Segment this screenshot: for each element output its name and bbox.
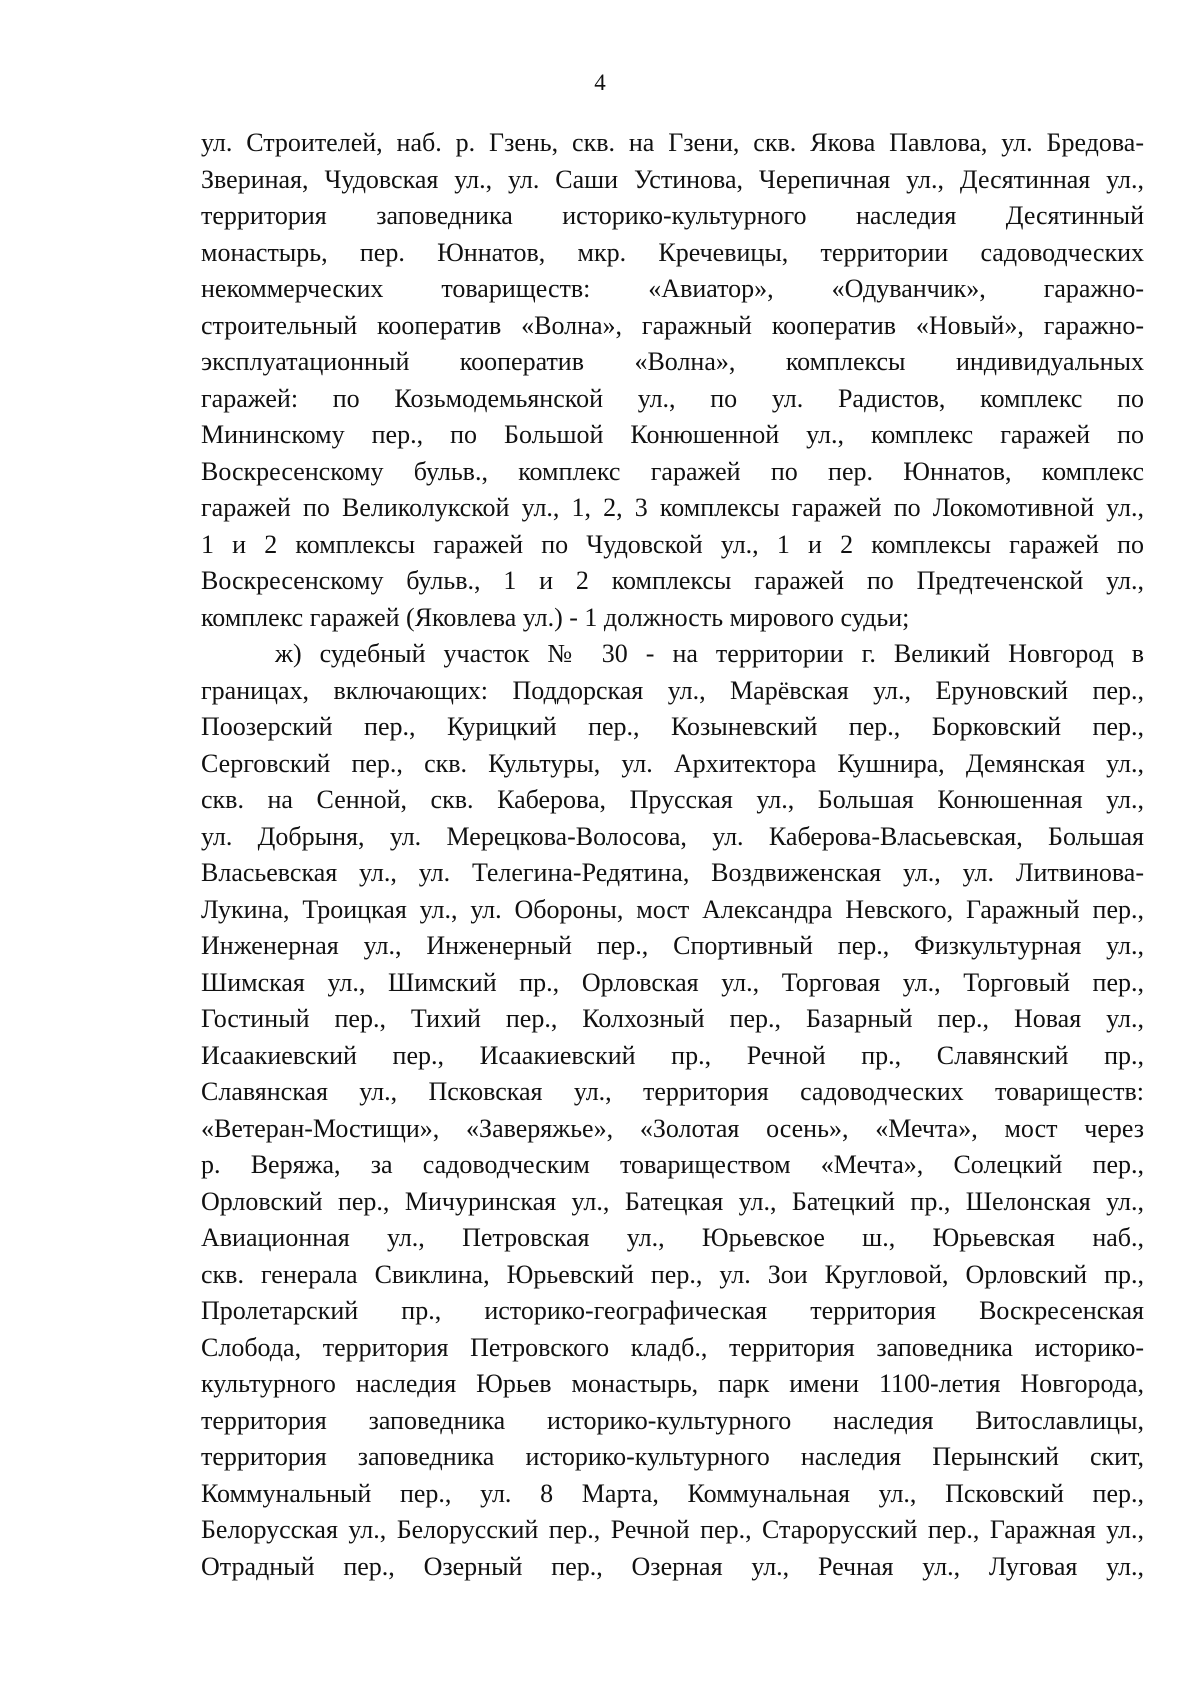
- text-line: Авиационная ул., Петровская ул., Юрьевское ш., Юрьевская наб.,: [201, 1223, 1144, 1252]
- text-line: гаражей: по Козьмодемьянской ул., по ул. Радистов, комплекс по: [201, 383, 1144, 413]
- text-line: Инженерная ул., Инженерный пер., Спортивный пер., Физкультурная ул.,: [201, 931, 1144, 960]
- text-line: Лукина, Троицкая ул., ул. Обороны, мост Александра Невского, Гаражный пер.,: [201, 894, 1144, 924]
- text-line: Слобода, территория Петровского кладб., территория заповедника историко-: [201, 1332, 1144, 1362]
- text-line: ул. Строителей, наб. р. Гзень, скв. на Гзени, скв. Якова Павлова, ул. Бредова-: [201, 128, 1144, 157]
- text-line: Коммунальный пер., ул. 8 Марта, Коммунальная ул., Псковский пер.,: [201, 1478, 1144, 1508]
- text-line: Шимская ул., Шимский пр., Орловская ул., Торговая ул., Торговый пер.,: [201, 967, 1144, 997]
- text-line: скв. на Сенной, скв. Каберова, Прусская ул., Большая Конюшенная ул.,: [201, 785, 1144, 814]
- text-line: 1 и 2 комплексы гаражей по Чудовской ул., 1 и 2 комплексы гаражей по: [201, 529, 1144, 559]
- text-line: Власьевская ул., ул. Телегина-Редятина, Воздвиженская ул., ул. Литвинова-: [201, 858, 1144, 887]
- text-line: гаражей по Великолукской ул., 1, 2, 3 комплексы гаражей по Локомотивной ул.,: [201, 493, 1144, 522]
- text-line: скв. генерала Свиклина, Юрьевский пер., ул. Зои Кругловой, Орловский пр.,: [201, 1259, 1144, 1289]
- text-line: территория заповедника историко-культурного наследия Десятинный: [201, 201, 1144, 230]
- text-line: строительный кооператив «Волна», гаражный кооператив «Новый», гаражно-: [201, 310, 1144, 340]
- page-number: 4: [594, 70, 606, 95]
- text-line: «Ветеран-Мостищи», «Заверяжье», «Золотая осень», «Мечта», мост через: [201, 1113, 1144, 1143]
- text-line: территория заповедника историко-культурного наследия Витославлицы,: [201, 1405, 1144, 1435]
- text-line: Серговский пер., скв. Культуры, ул. Архитектора Кушнира, Демянская ул.,: [201, 748, 1144, 778]
- document-body: [201, 125, 1144, 1585]
- text-line: Славянская ул., Псковская ул., территория садоводческих товариществ:: [201, 1077, 1144, 1106]
- text-line: Орловский пер., Мичуринская ул., Батецкая ул., Батецкий пр., Шелонская ул.,: [201, 1186, 1144, 1216]
- text-line: Исаакиевский пер., Исаакиевский пр., Речной пр., Славянский пр.,: [201, 1040, 1144, 1070]
- text-line: комплекс гаражей (Яковлева ул.) - 1 должность мирового судьи;: [201, 602, 910, 632]
- text-line: р. Веряжа, за садоводческим товариществом «Мечта», Солецкий пер.,: [201, 1150, 1144, 1179]
- text-line: культурного наследия Юрьев монастырь, парк имени 1100-летия Новгорода,: [201, 1369, 1144, 1398]
- text-line: территория заповедника историко-культурного наследия Перынский скит,: [201, 1442, 1144, 1471]
- text-line: эксплуатационный кооператив «Волна», комплексы индивидуальных: [201, 347, 1144, 376]
- text-line: некоммерческих товариществ: «Авиатор», «Одуванчик», гаражно-: [201, 274, 1144, 303]
- text-line: Воскресенскому бульв., комплекс гаражей по пер. Юннатов, комплекс: [201, 456, 1144, 486]
- text-line: Поозерский пер., Курицкий пер., Козыневский пер., Борковский пер.,: [201, 712, 1144, 741]
- text-line: Воскресенскому бульв., 1 и 2 комплексы гаражей по Предтеченской ул.,: [201, 566, 1144, 595]
- text-line: границах, включающих: Поддорская ул., Марёвская ул., Еруновский пер.,: [201, 675, 1144, 705]
- text-line: монастырь, пер. Юннатов, мкр. Кречевицы, территории садоводческих: [201, 237, 1144, 267]
- text-line: Звериная, Чудовская ул., ул. Саши Устинова, Черепичная ул., Десятинная ул.,: [201, 164, 1144, 194]
- text-line: ул. Добрыня, ул. Мерецкова-Волосова, ул. Каберова-Власьевская, Большая: [201, 821, 1144, 851]
- text-line: Белорусская ул., Белорусский пер., Речной пер., Старорусский пер., Гаражная ул.,: [201, 1515, 1144, 1544]
- text-line: Отрадный пер., Озерный пер., Озерная ул., Речная ул., Луговая ул.,: [201, 1551, 1144, 1581]
- text-line: Гостиный пер., Тихий пер., Колхозный пер., Базарный пер., Новая ул.,: [201, 1004, 1144, 1033]
- paragraph-first-line: ж) судебный участок № 30 - на территории г. Великий Новгород в: [275, 639, 1144, 668]
- text-line: Пролетарский пр., историко-географическая территория Воскресенская: [201, 1296, 1144, 1325]
- text-line: Мининскому пер., по Большой Конюшенной ул., комплекс гаражей по: [201, 420, 1144, 449]
